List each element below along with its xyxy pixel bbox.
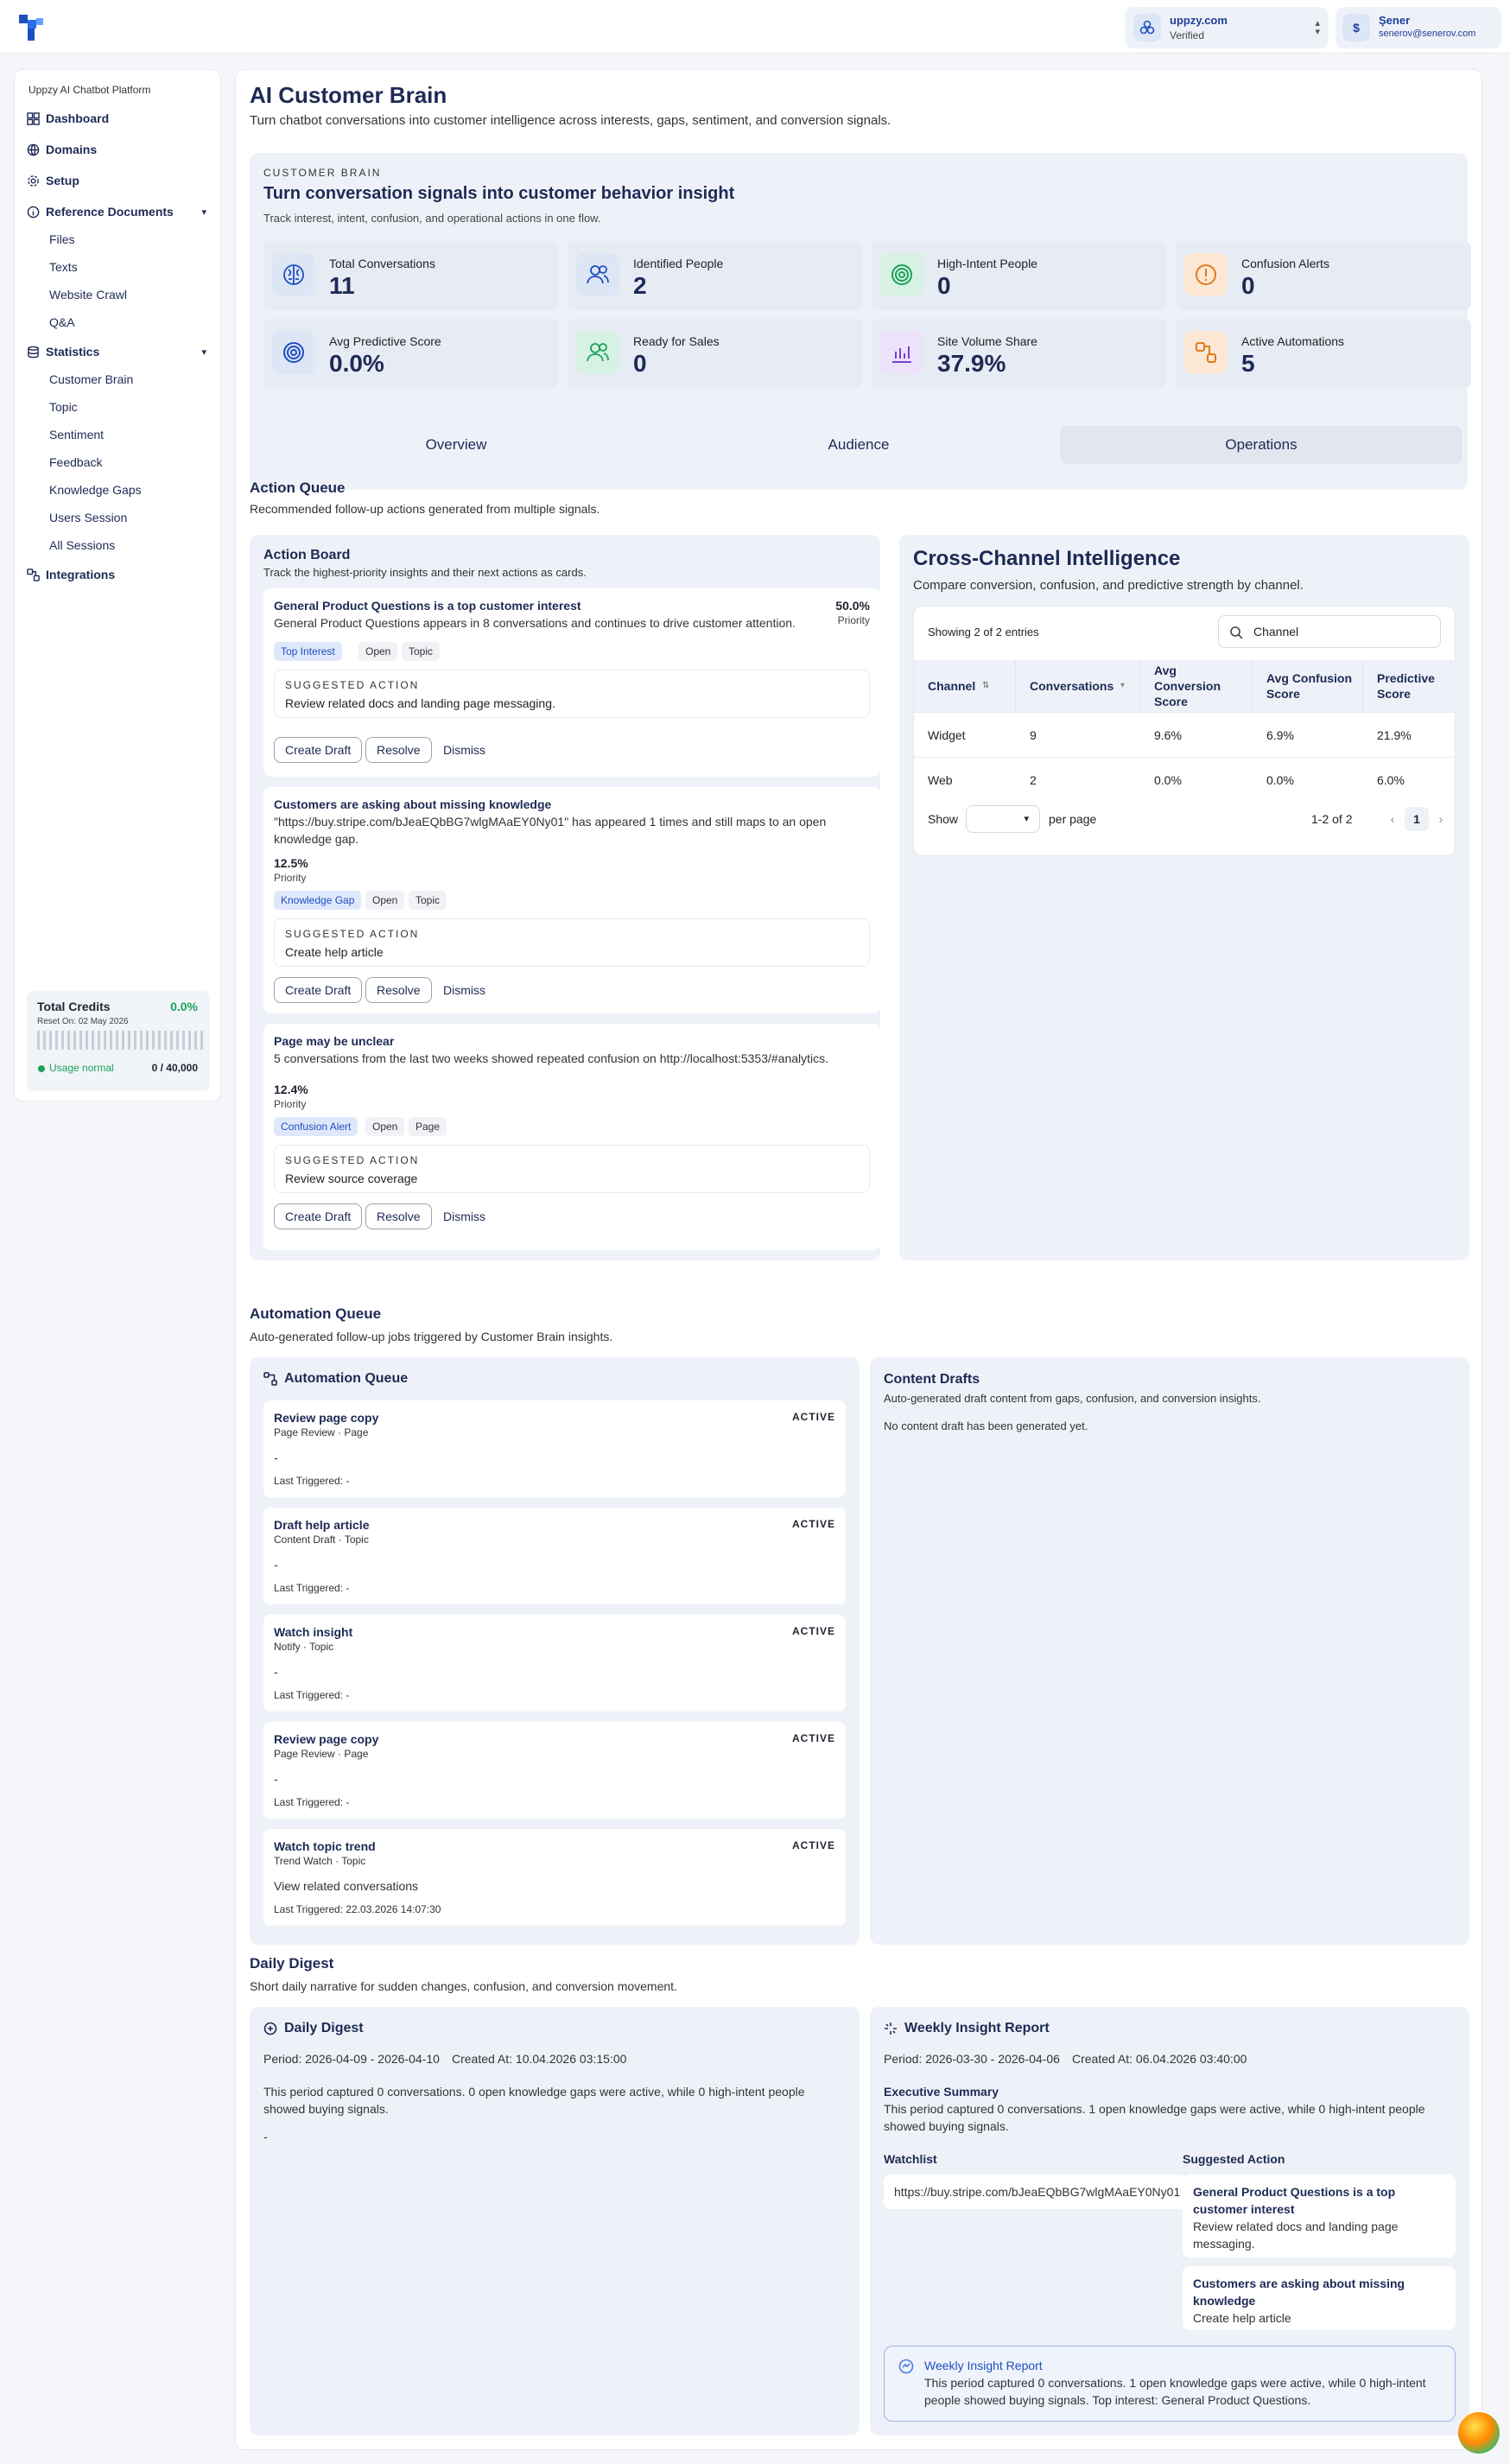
people-icon: [576, 331, 619, 374]
column-header-predictive-score[interactable]: Predictive Score: [1363, 660, 1456, 712]
site-network-icon: [1133, 14, 1161, 41]
executive-summary-title: Executive Summary: [884, 2085, 999, 2099]
sidebar-item-files[interactable]: Files: [49, 232, 75, 246]
automation-last-triggered: Last Triggered: -: [274, 1582, 350, 1594]
priority-label: Priority: [274, 872, 307, 884]
automation-detail: -: [274, 1451, 278, 1464]
action-board: [250, 535, 880, 1261]
sidebar-item-users-session[interactable]: Users Session: [49, 511, 128, 524]
weekly-callout: [884, 2346, 1456, 2422]
page-subtitle: Turn chatbot conversations into customer intelligence across interests, gaps, sentiment, and conversion signals.: [250, 113, 891, 128]
prev-page-button[interactable]: ‹: [1390, 812, 1395, 826]
column-header-channel[interactable]: Channel ⇅: [914, 660, 1016, 712]
tag-type: Topic: [409, 891, 447, 910]
automation-detail: -: [274, 1665, 278, 1679]
channel-table-card: [913, 606, 1456, 856]
automation-item[interactable]: [263, 1615, 846, 1711]
status-dot: [38, 1065, 45, 1072]
stat-label: Confusion Alerts: [1241, 257, 1329, 270]
weekly-report-created: Created At: 06.04.2026 03:40:00: [1072, 2052, 1247, 2066]
stat-value: 5: [1241, 350, 1255, 377]
insight-icon: [898, 2359, 914, 2374]
user-name: Şener: [1379, 14, 1411, 27]
automation-detail: View related conversations: [274, 1879, 419, 1893]
content-drafts-empty: No content draft has been generated yet.: [884, 1419, 1088, 1432]
gear-icon: [27, 175, 46, 187]
suggested-action: [274, 918, 870, 967]
search-icon: [1229, 626, 1243, 639]
stat-confusion-alerts: [1176, 241, 1471, 310]
suggested-item-title: Customers are asking about missing knowledge: [1193, 2277, 1405, 2308]
column-header-conversations[interactable]: Conversations ▾: [1016, 660, 1140, 712]
resolve-button[interactable]: Resolve: [365, 1203, 432, 1229]
bullseye-icon: [272, 331, 315, 374]
automation-name: Watch insight: [274, 1625, 353, 1639]
table-cell: Web: [914, 757, 1016, 802]
sidebar-item-label: Reference Documents: [46, 205, 174, 219]
sidebar-item-label: Statistics: [46, 345, 100, 359]
cross-channel-title: Cross-Channel Intelligence: [913, 547, 1181, 570]
automation-item[interactable]: [263, 1508, 846, 1604]
credits-card: [27, 991, 210, 1091]
action-card-title: General Product Questions is a top customer interest: [274, 599, 581, 613]
sidebar-item-customer-brain[interactable]: Customer Brain: [49, 372, 134, 386]
stat-value: 11: [329, 272, 355, 299]
tag-status: Open: [358, 642, 397, 661]
table-cell: 0.0%: [1253, 757, 1363, 802]
action-card: [263, 1024, 880, 1250]
brain-subtitle: Track interest, intent, confusion, and operational actions in one flow.: [263, 212, 601, 225]
top-bar: [0, 0, 1510, 54]
tag-status: Open: [365, 891, 404, 910]
stat-label: High-Intent People: [937, 257, 1037, 270]
automation-section-subtitle: Auto-generated follow-up jobs triggered by Customer Brain insights.: [250, 1330, 613, 1343]
brain-title: Turn conversation signals into customer behavior insight: [263, 184, 735, 203]
action-queue-subtitle: Recommended follow-up actions generated from multiple signals.: [250, 502, 600, 516]
sidebar-item-label: Integrations: [46, 568, 116, 581]
daily-digest-heading: Daily Digest: [263, 2021, 364, 2036]
automation-name: Watch topic trend: [274, 1839, 376, 1853]
automation-item[interactable]: [263, 1829, 846, 1926]
content-drafts-panel: [870, 1357, 1469, 1945]
stat-label: Active Automations: [1241, 334, 1345, 348]
automation-item[interactable]: [263, 1400, 846, 1497]
table-cell: 0.0%: [1140, 757, 1253, 802]
action-card-desc: "https://buy.stripe.com/bJeaEQbBG7wlgMAaEY0Ny01" has appeared 1 times and still maps to an open knowledge gap.: [274, 815, 827, 846]
automation-name: Review page copy: [274, 1411, 379, 1425]
pagination-range: 1-2 of 2: [1311, 812, 1353, 826]
status-badge: ACTIVE: [791, 1732, 835, 1744]
credits-usage: 0 / 40,000: [151, 1062, 198, 1074]
stat-value: 0.0%: [329, 350, 384, 377]
action-board-title: Action Board: [263, 548, 351, 562]
chevron-down-icon: ▾: [201, 346, 206, 358]
target-icon: [880, 253, 923, 296]
site-name: uppzy.com: [1170, 14, 1228, 27]
sidebar-item-website-crawl[interactable]: Website Crawl: [49, 288, 127, 302]
action-card: [263, 787, 880, 1013]
watchlist-item[interactable]: [884, 2175, 1186, 2209]
entries-count: Showing 2 of 2 entries: [928, 626, 1039, 638]
tag-knowledge-gap: Knowledge Gap: [274, 891, 361, 910]
stat-label: Total Conversations: [329, 257, 435, 270]
info-icon: [27, 206, 46, 219]
stat-ready-for-sales: [568, 319, 863, 388]
sidebar-item-label: Domains: [46, 143, 98, 156]
action-card: [263, 588, 880, 777]
automation-meta: Page Review · Page: [274, 1426, 369, 1438]
tab-bar: [250, 421, 1468, 469]
automation-meta: Trend Watch · Topic: [274, 1855, 366, 1867]
table-cell: 6.0%: [1363, 757, 1456, 802]
suggested-text: Review source coverage: [285, 1172, 418, 1185]
chat-launcher-button[interactable]: [1458, 2412, 1500, 2454]
sidebar-title: Uppzy AI Chatbot Platform: [29, 84, 151, 96]
uppzy-logo[interactable]: [16, 11, 48, 44]
brain-icon: [272, 253, 315, 296]
weekly-report-heading: Weekly Insight Report: [884, 2021, 1050, 2036]
suggested-action: [274, 1145, 870, 1193]
status-badge: ACTIVE: [791, 1625, 835, 1637]
suggested-item-desc: Create help article: [1193, 2311, 1291, 2325]
daily-digest-panel: [250, 2007, 860, 2435]
suggested-label: SUGGESTED ACTION: [285, 679, 420, 691]
suggested-action-title: Suggested Action: [1183, 2152, 1285, 2166]
stat-identified-people: [568, 241, 863, 310]
daily-digest-extra: -: [263, 2130, 268, 2143]
automation-detail: -: [274, 1558, 278, 1572]
cross-channel-panel: [899, 535, 1469, 1261]
table-cell: Widget: [914, 712, 1016, 757]
bar-chart-icon: [880, 331, 923, 374]
sidebar-item-texts[interactable]: Texts: [49, 260, 78, 274]
suggested-item-desc: Review related docs and landing page messaging.: [1193, 2220, 1399, 2251]
stat-label: Identified People: [633, 257, 724, 270]
priority-label: Priority: [837, 614, 870, 626]
stat-label: Site Volume Share: [937, 334, 1037, 348]
sidebar-item-sentiment[interactable]: Sentiment: [49, 428, 105, 441]
sidebar-item-label: Setup: [46, 174, 79, 187]
channel-search-input[interactable]: [1218, 615, 1441, 648]
daily-digest-body: This period captured 0 conversations. 0 open knowledge gaps were active, while 0 high-intent people showed buying signals.: [263, 2085, 805, 2116]
stat-high-intent-people: [872, 241, 1167, 310]
status-badge: ACTIVE: [791, 1518, 835, 1530]
action-card-priority: 12.4%: [274, 1083, 308, 1096]
table-cell: 6.9%: [1253, 712, 1363, 757]
digest-section-title: Daily Digest: [250, 1955, 334, 1972]
credits-percent: 0.0%: [170, 1000, 198, 1013]
tab-audience[interactable]: Audience: [828, 436, 890, 453]
workflow-icon: [1184, 331, 1228, 374]
column-header-avg-conversion[interactable]: Avg Conversion Score: [1140, 660, 1253, 712]
stat-label: Avg Predictive Score: [329, 334, 441, 348]
table-cell: 2: [1016, 757, 1140, 802]
content-drafts-title: Content Drafts: [884, 1372, 980, 1387]
suggested-action: [274, 670, 870, 718]
page-size-select[interactable]: [966, 805, 1040, 833]
tab-overview[interactable]: Overview: [425, 436, 487, 453]
content-drafts-subtitle: Auto-generated draft content from gaps, confusion, and conversion insights.: [884, 1392, 1261, 1405]
stat-value: 0: [937, 272, 951, 299]
resolve-button[interactable]: Resolve: [365, 977, 432, 1003]
weekly-report-period: Period: 2026-03-30 - 2026-04-06: [884, 2052, 1060, 2066]
suggested-action-item: [1183, 2266, 1456, 2330]
action-card-priority: 12.5%: [274, 856, 308, 870]
executive-summary-body: This period captured 0 conversations. 1 open knowledge gaps were active, while 0 high-intent people showed buying signals.: [884, 2102, 1425, 2133]
create-draft-button[interactable]: Create Draft: [274, 1203, 362, 1229]
site-selector[interactable]: [1125, 7, 1329, 48]
dismiss-button[interactable]: Dismiss: [443, 743, 485, 757]
sidebar-item-domains[interactable]: [27, 137, 210, 162]
automation-meta: Content Draft · Topic: [274, 1534, 369, 1546]
automation-name: Draft help article: [274, 1518, 370, 1532]
table-cell: 21.9%: [1363, 712, 1456, 757]
sidebar-item-qa[interactable]: Q&A: [49, 315, 75, 329]
tag-status: Open: [365, 1117, 404, 1136]
site-status: Verified: [1170, 29, 1205, 41]
stat-avg-predictive-score: [263, 319, 559, 388]
weekly-report-panel: [870, 2007, 1469, 2435]
action-card-title: Customers are asking about missing knowledge: [274, 797, 552, 811]
suggested-label: SUGGESTED ACTION: [285, 1154, 420, 1166]
sidebar-item-knowledge-gaps[interactable]: Knowledge Gaps: [49, 483, 142, 497]
automation-last-triggered: Last Triggered: 22.03.2026 14:07:30: [274, 1903, 441, 1915]
sidebar-item-integrations[interactable]: [27, 562, 210, 587]
cross-channel-subtitle: Compare conversion, confusion, and predictive strength by channel.: [913, 578, 1304, 593]
sidebar-item-all-sessions[interactable]: All Sessions: [49, 538, 116, 552]
daily-digest-icon: [263, 2022, 277, 2035]
stat-value: 0: [1241, 272, 1255, 299]
main-content: [235, 69, 1482, 2450]
stat-active-automations: [1176, 319, 1471, 388]
daily-digest-period: Period: 2026-04-09 - 2026-04-10: [263, 2052, 440, 2066]
automation-item[interactable]: [263, 1722, 846, 1819]
action-queue-title: Action Queue: [250, 479, 346, 496]
digest-section-subtitle: Short daily narrative for sudden changes, confusion, and conversion movement.: [250, 1979, 677, 1993]
automation-detail: -: [274, 1772, 278, 1786]
chevron-down-icon: ▾: [1024, 814, 1029, 824]
automation-queue-panel: [250, 1357, 860, 1945]
table-cell: 9: [1016, 712, 1140, 757]
suggested-label: SUGGESTED ACTION: [285, 928, 420, 940]
weekly-callout-title: Weekly Insight Report: [924, 2359, 1043, 2372]
automation-queue-heading: Automation Queue: [263, 1371, 408, 1387]
brain-eyebrow: CUSTOMER BRAIN: [263, 167, 382, 179]
page-button[interactable]: 1: [1405, 807, 1429, 831]
automation-last-triggered: Last Triggered: -: [274, 1689, 350, 1701]
sidebar-item-setup[interactable]: [27, 168, 210, 193]
credits-title: Total Credits: [37, 1000, 111, 1013]
suggested-item-title: General Product Questions is a top customer interest: [1193, 2185, 1396, 2216]
globe-icon: [27, 143, 46, 156]
action-card-priority: 50.0%: [835, 599, 870, 613]
priority-label: Priority: [274, 1098, 307, 1110]
tag-top-interest: Top Interest: [274, 642, 342, 661]
action-board-subtitle: Track the highest-priority insights and their next actions as cards.: [263, 566, 587, 579]
action-card-title: Page may be unclear: [274, 1034, 395, 1048]
sidebar-item-feedback[interactable]: Feedback: [49, 455, 103, 469]
search-placeholder: Channel: [1253, 625, 1299, 638]
show-label: Show: [928, 812, 959, 826]
automation-last-triggered: Last Triggered: -: [274, 1475, 350, 1487]
automation-last-triggered: Last Triggered: -: [274, 1796, 350, 1808]
suggested-text: Create help article: [285, 945, 384, 959]
per-page-label: per page: [1049, 812, 1097, 826]
watchlist-link: https://buy.stripe.com/bJeaEQbBG7wlgMAaEY0Ny01: [894, 2185, 1181, 2199]
dismiss-button[interactable]: Dismiss: [443, 983, 485, 997]
status-badge: ACTIVE: [791, 1411, 835, 1423]
alert-icon: [1184, 253, 1228, 296]
create-draft-button[interactable]: Create Draft: [274, 977, 362, 1003]
column-header-avg-confusion[interactable]: Avg Confusion Score: [1253, 660, 1363, 712]
stat-label: Ready for Sales: [633, 334, 720, 348]
automation-name: Review page copy: [274, 1732, 379, 1746]
resolve-button[interactable]: Resolve: [365, 737, 432, 763]
people-icon: [576, 253, 619, 296]
page-title: AI Customer Brain: [250, 82, 447, 108]
sidebar-item-topic[interactable]: Topic: [49, 400, 78, 414]
status-badge: ACTIVE: [791, 1839, 835, 1851]
tab-operations[interactable]: Operations: [1060, 426, 1462, 464]
sidebar-item-label: Dashboard: [46, 111, 110, 125]
create-draft-button[interactable]: Create Draft: [274, 737, 362, 763]
watchlist-title: Watchlist: [884, 2152, 937, 2166]
dashboard-icon: [27, 112, 46, 125]
stat-value: 37.9%: [937, 350, 1006, 377]
workflow-icon: [263, 1372, 277, 1386]
tag-confusion-alert: Confusion Alert: [274, 1117, 358, 1136]
chevron-updown-icon: ▴ ▾: [1315, 18, 1320, 37]
sidebar-item-dashboard[interactable]: [27, 106, 210, 130]
daily-digest-created: Created At: 10.04.2026 03:15:00: [452, 2052, 627, 2066]
credits-reset: Reset On: 02 May 2026: [37, 1017, 129, 1026]
user-menu[interactable]: [1336, 7, 1501, 48]
stat-value: 2: [633, 272, 647, 299]
automation-meta: Page Review · Page: [274, 1748, 369, 1760]
suggested-text: Review related docs and landing page messaging.: [285, 696, 555, 710]
stat-total-conversations: [263, 241, 559, 310]
tag-type: Topic: [402, 642, 440, 661]
sidebar: [14, 69, 221, 1102]
next-page-button[interactable]: ›: [1438, 812, 1443, 826]
weekly-callout-body: This period captured 0 conversations. 1 open knowledge gaps were active, while 0 high-intent people showed buying signals. Top interest: General Product Questions.: [924, 2376, 1426, 2407]
stat-value: 0: [633, 350, 647, 377]
table-cell: 9.6%: [1140, 712, 1253, 757]
action-card-desc: General Product Questions appears in 8 conversations and continues to drive customer attention.: [274, 616, 796, 630]
integrations-icon: [27, 568, 46, 581]
credits-status: Usage normal: [49, 1062, 114, 1074]
database-icon: [27, 346, 46, 359]
stat-site-volume-share: [872, 319, 1167, 388]
credits-usage-bar: [37, 1031, 203, 1050]
sparkle-icon: [884, 2022, 898, 2035]
action-card-desc: 5 conversations from the last two weeks showed repeated confusion on http://localhost:5353/#analytics.: [274, 1051, 829, 1065]
automation-meta: Notify · Topic: [274, 1641, 334, 1653]
tag-type: Page: [409, 1117, 447, 1136]
automation-section-title: Automation Queue: [250, 1305, 382, 1322]
dismiss-button[interactable]: Dismiss: [443, 1210, 485, 1223]
sidebar-item-reference-documents[interactable]: [27, 200, 210, 224]
sidebar-item-statistics[interactable]: [27, 340, 210, 364]
suggested-action-item: [1183, 2175, 1456, 2258]
avatar: $: [1342, 14, 1370, 41]
user-email: senerov@senerov.com: [1379, 29, 1476, 39]
chevron-down-icon: ▾: [201, 206, 206, 218]
